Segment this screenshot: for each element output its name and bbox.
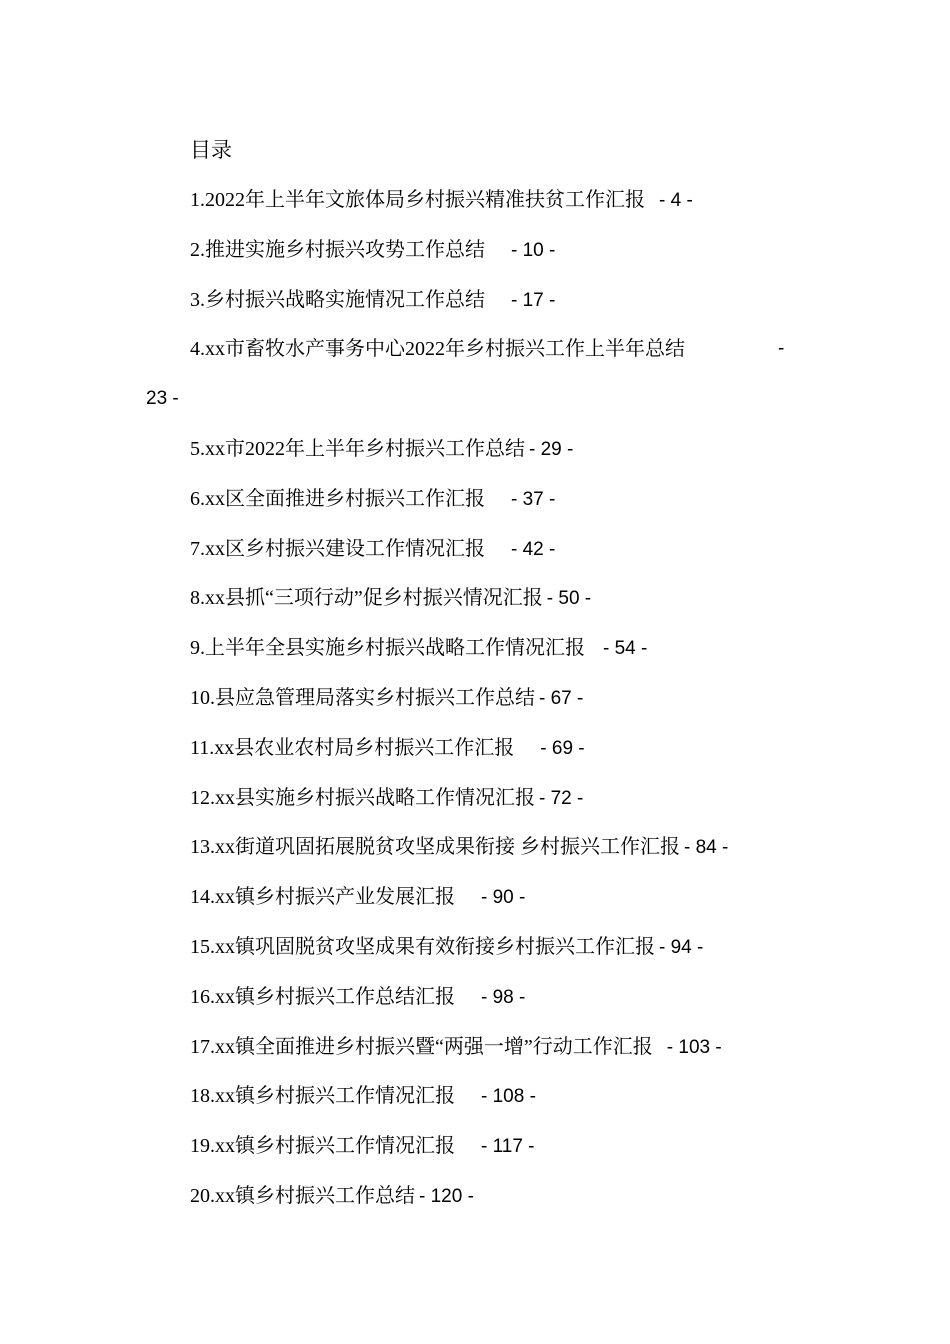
toc-entry[interactable]	[0, 682, 950, 732]
toc-entry-text	[190, 732, 585, 765]
toc-entry-text	[190, 682, 583, 715]
toc-entry-page-number: - 72 -	[539, 787, 584, 809]
toc-entry-page-number: - 117 -	[481, 1136, 535, 1158]
toc-entry-page-number: 23 -	[146, 388, 179, 410]
toc-entry-page-number: - 94 -	[659, 936, 704, 958]
toc-entry-page-number: - 50 -	[546, 588, 592, 610]
toc-entry-text	[190, 1130, 535, 1163]
toc-entry-text	[190, 234, 555, 267]
toc-entry-page-number: - 17 -	[511, 289, 556, 311]
toc-entry-page-number: - 29 -	[529, 438, 574, 460]
toc-entry-label: 20.xx镇乡村振兴工作总结	[190, 1184, 415, 1207]
toc-entry-label: 17.xx镇全面推进乡村振兴暨“两强一增”行动工作汇报	[190, 1035, 653, 1058]
toc-entry-page-number: - 4 -	[659, 190, 693, 211]
toc-entry-page-number: - 90 -	[481, 887, 526, 909]
toc-entry-text	[190, 284, 555, 317]
toc-entry-text	[190, 483, 555, 516]
toc-entry-text	[190, 1080, 536, 1113]
toc-entry-text	[190, 881, 525, 914]
toc-entry-text	[190, 931, 703, 964]
toc-entry[interactable]	[0, 582, 950, 632]
toc-entry-label: 1.2022年上半年文旅体局乡村振兴精准扶贫工作汇报	[190, 189, 645, 211]
toc-entry-page-number: - 103 -	[666, 1036, 722, 1058]
toc-entry-text	[190, 433, 573, 466]
toc-entry[interactable]	[0, 981, 950, 1031]
toc-entry-page-number: - 54 -	[603, 638, 648, 660]
toc-entry-page-number: - 42 -	[511, 538, 556, 560]
toc-entry-label: 9.上半年全县实施乡村振兴战略工作情况汇报	[190, 637, 585, 660]
toc-entry-page-number: - 120 -	[419, 1185, 474, 1207]
toc-entry-text	[190, 981, 525, 1014]
toc-entry[interactable]	[0, 1130, 950, 1180]
toc-entry-page-number: - 37 -	[511, 488, 556, 510]
toc-entry-label: 13.xx街道巩固拓展脱贫攻坚成果衔接 乡村振兴工作汇报	[190, 836, 680, 859]
toc-entry[interactable]	[0, 1031, 950, 1081]
toc-entry-label: 2.推进实施乡村振兴攻势工作总结	[190, 238, 485, 261]
toc-entry[interactable]	[0, 632, 950, 682]
toc-entry-page-number: - 84 -	[684, 837, 729, 859]
toc-entry-text	[190, 782, 583, 815]
toc-entry-label: 8.xx县抓“三项行动”促乡村振兴情况汇报	[190, 587, 543, 610]
toc-entry-label: 16.xx镇乡村振兴工作总结汇报	[190, 985, 455, 1008]
toc-entry-text	[190, 1031, 722, 1064]
toc-entry-label: 19.xx镇乡村振兴工作情况汇报	[190, 1135, 455, 1158]
toc-entry-text	[190, 632, 647, 665]
toc-entry-text	[190, 333, 685, 365]
toc-entry-label: 6.xx区全面推进乡村振兴工作汇报	[190, 487, 485, 510]
toc-entry[interactable]	[0, 782, 950, 832]
toc-entry[interactable]	[0, 1080, 950, 1130]
toc-entry-label: 4.xx市畜牧水产事务中心2022年乡村振兴工作上半年总结	[190, 338, 685, 361]
toc-entry-page-number: - 69 -	[540, 737, 585, 759]
toc-entry-label: 15.xx镇巩固脱贫攻坚成果有效衔接乡村振兴工作汇报	[190, 935, 655, 958]
toc-entry-text	[190, 533, 555, 566]
toc-entry[interactable]	[0, 1180, 950, 1230]
toc-entry-page-number: - 98 -	[481, 986, 526, 1008]
toc-entry-label: 18.xx镇乡村振兴工作情况汇报	[190, 1085, 455, 1108]
toc-entry[interactable]	[0, 284, 950, 334]
toc-entry[interactable]	[0, 881, 950, 931]
toc-entry[interactable]	[0, 931, 950, 981]
toc-entry[interactable]	[0, 483, 950, 533]
toc-entry-label: 12.xx县实施乡村振兴战略工作情况汇报	[190, 786, 535, 809]
toc-entry[interactable]	[0, 234, 950, 284]
toc-entry[interactable]	[0, 333, 950, 433]
toc-entry-text	[190, 1180, 474, 1213]
toc-entry[interactable]	[0, 433, 950, 483]
toc-entry-text	[190, 831, 728, 864]
toc-entry-page-number: - 10 -	[511, 239, 556, 261]
toc-entry-label: 5.xx市2022年上半年乡村振兴工作总结	[190, 437, 525, 460]
toc-list	[0, 184, 950, 1230]
toc-entry-label: 3.乡村振兴战略实施情况工作总结	[190, 288, 485, 311]
toc-entry-label: 10.县应急管理局落实乡村振兴工作总结	[190, 686, 535, 709]
toc-entry[interactable]	[0, 732, 950, 782]
toc-entry[interactable]	[0, 184, 950, 234]
toc-entry-label: 11.xx县农业农村局乡村振兴工作汇报	[190, 736, 515, 759]
toc-entry[interactable]	[0, 533, 950, 583]
toc-entry-page-dash: -	[778, 338, 785, 360]
toc-entry-page-number: - 108 -	[481, 1086, 536, 1108]
toc-entry-label: 7.xx区乡村振兴建设工作情况汇报	[190, 537, 485, 560]
toc-entry-label: 14.xx镇乡村振兴产业发展汇报	[190, 886, 455, 909]
toc-entry-text	[190, 582, 591, 615]
toc-title: 目录	[190, 138, 232, 162]
toc-entry-page-number: - 67 -	[539, 687, 584, 709]
toc-entry-text	[190, 184, 693, 217]
toc-entry[interactable]	[0, 831, 950, 881]
